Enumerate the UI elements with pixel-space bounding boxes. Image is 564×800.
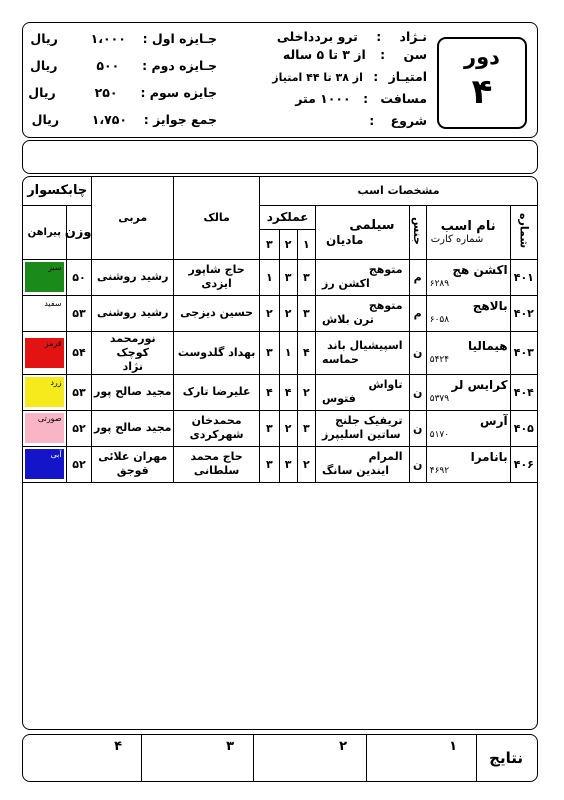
- entries-body: [23, 259, 537, 728]
- owner-cell: [174, 331, 260, 374]
- owner-cell: [174, 446, 260, 482]
- notes-box: [22, 140, 538, 174]
- race-header: [22, 22, 538, 138]
- owner-line1: علیرضا تارک: [182, 385, 251, 398]
- trainer-line2: نژاد: [122, 359, 143, 373]
- entries-panel: [22, 176, 538, 730]
- horse-name: بانامرا: [470, 450, 508, 464]
- horse-sex: ن: [409, 374, 426, 410]
- results-label: نتایج: [489, 749, 523, 767]
- form-2: ۲: [279, 295, 297, 331]
- horse-number: ۴۰۴: [510, 374, 537, 410]
- empty-cell: [409, 482, 426, 728]
- sire-dam-header: سیلمی مادیان: [316, 205, 410, 259]
- owner-line1: حسین دیزجی: [180, 306, 254, 319]
- prize-third: جایزه سوم : ۲۵۰ ریال: [28, 85, 217, 100]
- result-place-4: ۴: [114, 739, 122, 754]
- horse-sex: ن: [409, 446, 426, 482]
- silk-cell: [23, 446, 66, 482]
- form-1: ۳: [297, 295, 315, 331]
- form-index: ۲: [279, 229, 297, 259]
- form-index: ۱: [297, 229, 315, 259]
- form-2: ۱: [279, 331, 297, 374]
- empty-cell: [92, 482, 174, 728]
- table-row: [23, 259, 537, 295]
- form-1: ۳: [297, 259, 315, 295]
- breed-line: نـژاد : ترو بردداخلی: [276, 29, 427, 44]
- horse-name-cell: [426, 295, 510, 331]
- distance-value: ۱۰۰۰ متر: [295, 91, 351, 106]
- jockey-weight: ۵۰: [66, 259, 92, 295]
- horse-sex: ن: [409, 331, 426, 374]
- form-3: ۳: [260, 410, 279, 446]
- horse-number: ۴۰۱: [510, 259, 537, 295]
- empty-cell: [297, 482, 315, 728]
- breed-label: نـژاد: [399, 29, 427, 44]
- table-row: [23, 295, 537, 331]
- silk-swatch: سبز: [25, 262, 64, 292]
- trainer-line2: قوجق: [116, 464, 149, 477]
- form-header: عملکرد: [260, 205, 316, 229]
- number-header: شماره: [510, 205, 537, 259]
- horse-name: کرایس لر: [451, 378, 508, 392]
- sire: اسپیشیال باند: [327, 338, 403, 352]
- rating-label: امتیـاز: [388, 69, 427, 84]
- horse-sex: ن: [409, 410, 426, 446]
- horse-specs-header: مشخصات اسب: [260, 177, 537, 205]
- empty-cell: [174, 482, 260, 728]
- silk-cell: [23, 331, 66, 374]
- breed-value: ترو بردداخلی: [276, 29, 358, 44]
- card-number: ۵۱۷۰: [429, 430, 450, 440]
- jockey-weight: ۵۲: [66, 410, 92, 446]
- prize-total: جمع جوایز : ۱،۷۵۰ ریال: [31, 112, 217, 127]
- dam: ساتین اسلیپرز: [322, 428, 401, 441]
- start-line: شروع :: [369, 113, 427, 128]
- result-place-1: ۱: [449, 739, 457, 754]
- form-3: ۳: [260, 446, 279, 482]
- trainer-cell: [92, 374, 174, 410]
- empty-cell: [279, 482, 297, 728]
- dam: اکشن رز: [322, 277, 370, 290]
- sire: متوهج: [368, 299, 403, 312]
- owner-line2: ایزدی: [201, 277, 232, 290]
- age-line: سن : از ۳ تا ۵ ساله: [282, 47, 427, 62]
- trainer-line1: مهران علائی: [98, 450, 168, 463]
- distance-label: مسافت: [380, 91, 427, 106]
- trainer-cell: [92, 331, 174, 374]
- card-number: ۶۲۸۹: [429, 279, 450, 289]
- start-label: شروع: [390, 113, 427, 128]
- result-place-2: ۲: [339, 739, 347, 754]
- silk-swatch: زرد: [25, 377, 64, 407]
- pedigree-cell: [316, 410, 410, 446]
- age-label: سن: [403, 47, 427, 62]
- form-1: ۲: [297, 446, 315, 482]
- result-place-3: ۳: [226, 739, 234, 754]
- form-3: ۲: [260, 295, 279, 331]
- horse-name-cell: [426, 259, 510, 295]
- silk-swatch: قرمز: [25, 338, 64, 368]
- empty-cell: [66, 482, 92, 728]
- card-number: ۶۰۵۸: [429, 315, 450, 325]
- trainer-header: مربی: [92, 177, 174, 259]
- jockey-weight: ۵۳: [66, 295, 92, 331]
- jockey-weight: ۵۴: [66, 331, 92, 374]
- empty-cell: [426, 482, 510, 728]
- owner-line1: بهداد گلدوست: [177, 345, 256, 359]
- sire: المرام: [368, 450, 403, 463]
- race-number-box: [437, 37, 527, 129]
- trainer-cell: [92, 446, 174, 482]
- form-3: ۱: [260, 259, 279, 295]
- trainer-line1: مجید صالح پور: [94, 385, 172, 398]
- horse-sex: م: [409, 295, 426, 331]
- owner-cell: [174, 410, 260, 446]
- owner-cell: [174, 295, 260, 331]
- form-1: ۲: [297, 374, 315, 410]
- empty-cell: [23, 482, 66, 728]
- horse-name-cell: [426, 374, 510, 410]
- form-3: ۳: [260, 331, 279, 374]
- form-1: ۴: [297, 331, 315, 374]
- dam: ترن بلاش: [322, 313, 374, 326]
- owner-line1: حاج شاپور: [188, 263, 245, 276]
- table-row: [23, 374, 537, 410]
- horse-name-cell: [426, 446, 510, 482]
- trainer-cell: [92, 295, 174, 331]
- prize-first: جـایزه اول : ۱،۰۰۰ ریال: [30, 31, 217, 46]
- owner-line2: سلطانی: [193, 464, 240, 477]
- jockey-weight: ۵۳: [66, 374, 92, 410]
- table-row: [23, 410, 537, 446]
- trainer-line1: رشید روشنی: [97, 270, 169, 283]
- results-divider: [253, 735, 254, 781]
- sire: تریفیک جلنج: [335, 414, 403, 427]
- race-number: ۴: [471, 72, 493, 112]
- pedigree-cell: [316, 295, 410, 331]
- rating-value: از ۳۸ تا ۴۴ امتیاز: [272, 71, 363, 84]
- horse-name-cell: [426, 331, 510, 374]
- jockey-header: چابکسوار: [23, 177, 92, 205]
- form-2: ۳: [279, 446, 297, 482]
- race-word: دور: [464, 45, 500, 69]
- prize-second: جـایزه دوم : ۵۰۰ ریال: [29, 58, 217, 73]
- form-2: ۴: [279, 374, 297, 410]
- silk-swatch: سفید: [25, 298, 64, 328]
- horse-name-cell: [426, 410, 510, 446]
- jockey-weight: ۵۲: [66, 446, 92, 482]
- trainer-line1: نورمحمد کوچک: [109, 331, 156, 359]
- card-number: ۵۳۷۹: [429, 394, 450, 404]
- sire: تاواش: [368, 378, 403, 391]
- table-row: [23, 331, 537, 374]
- form-2: ۳: [279, 259, 297, 295]
- owner-cell: [174, 374, 260, 410]
- trainer-cell: [92, 259, 174, 295]
- silk-cell: [23, 259, 66, 295]
- results-divider: [141, 735, 142, 781]
- empty-row-area: [23, 482, 537, 728]
- horse-number: ۴۰۶: [510, 446, 537, 482]
- empty-cell: [510, 482, 537, 728]
- horse-number: ۴۰۲: [510, 295, 537, 331]
- silk-swatch: آبی: [25, 449, 64, 479]
- silk-swatch: صورتی: [25, 413, 64, 443]
- pedigree-cell: [316, 374, 410, 410]
- table-row: [23, 446, 537, 482]
- dam: فتوس: [322, 392, 356, 405]
- owner-cell: [174, 259, 260, 295]
- dam: ایندین سانگ: [322, 464, 389, 477]
- trainer-line1: مجید صالح پور: [94, 421, 172, 434]
- weight-header: وزن: [66, 205, 92, 259]
- trainer-line1: رشید روشنی: [97, 306, 169, 319]
- rating-line: امتیـاز : از ۳۸ تا ۴۴ امتیاز: [272, 69, 427, 84]
- owner-header: مالک: [174, 177, 260, 259]
- horse-name: هیمالیا: [467, 338, 508, 353]
- horse-name: بالاهج: [472, 299, 508, 313]
- results-divider: [366, 735, 367, 781]
- entries-table: [23, 177, 537, 728]
- age-value: از ۳ تا ۵ ساله: [282, 47, 366, 62]
- silk-cell: [23, 295, 66, 331]
- card-number: ۴۶۹۲: [429, 466, 450, 476]
- form-1: ۳: [297, 410, 315, 446]
- distance-line: مسافت : ۱۰۰۰ متر: [295, 91, 427, 106]
- trainer-cell: [92, 410, 174, 446]
- pedigree-cell: [316, 331, 410, 374]
- card-number: ۵۴۲۴: [429, 354, 450, 365]
- empty-cell: [316, 482, 410, 728]
- pedigree-cell: [316, 446, 410, 482]
- sex-header: جنس: [409, 205, 426, 259]
- silk-cell: [23, 410, 66, 446]
- horse-name: آرس: [480, 414, 508, 428]
- form-3: ۴: [260, 374, 279, 410]
- empty-cell: [260, 482, 279, 728]
- sire: متوهج: [368, 263, 403, 276]
- name-header: نام اسب شماره کارت: [426, 205, 510, 259]
- dam: حماسه: [322, 352, 359, 366]
- owner-line1: حاج محمد: [190, 450, 243, 463]
- results-panel: [22, 734, 538, 782]
- form-2: ۲: [279, 410, 297, 446]
- form-index: ۳: [260, 229, 279, 259]
- horse-number: ۴۰۵: [510, 410, 537, 446]
- pedigree-cell: [316, 259, 410, 295]
- results-divider: [476, 735, 477, 781]
- owner-line1: محمدخان: [191, 414, 242, 427]
- silk-cell: [23, 374, 66, 410]
- horse-sex: م: [409, 259, 426, 295]
- silks-header: پیراهن: [23, 205, 66, 259]
- owner-line2: شهرکردی: [189, 428, 244, 441]
- horse-name: اکشن هج: [452, 263, 508, 277]
- horse-number: ۴۰۳: [510, 331, 537, 374]
